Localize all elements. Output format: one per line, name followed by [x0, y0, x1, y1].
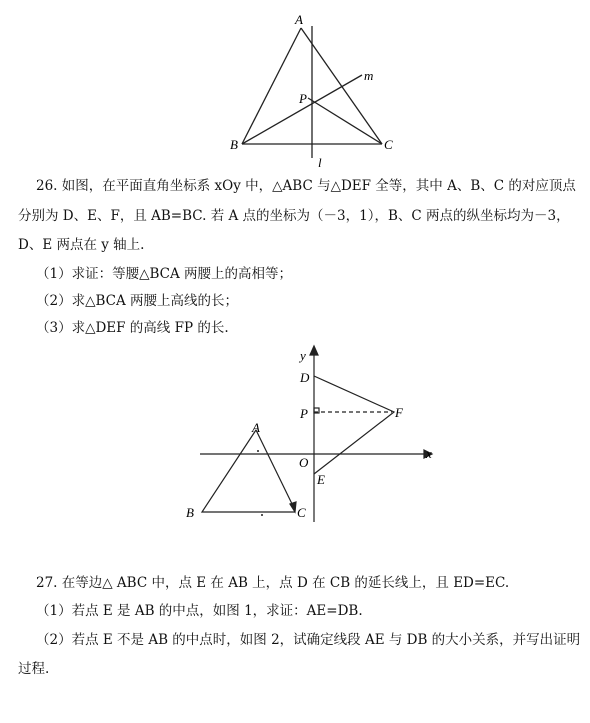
label-b: B	[186, 505, 194, 520]
label-c: C	[297, 505, 306, 520]
q26-line-2: 分别为 D、E、F，且 AB=BC. 若 A 点的坐标为（－3，1），B、C 两点的纵坐标均为－3，	[18, 208, 570, 224]
q27-part-3: 过程.	[18, 661, 50, 677]
label-a: A	[295, 12, 303, 27]
q26-part-1: （1）求证：等腰△BCA 两腰上的高相等；	[36, 266, 293, 282]
q26-line-1: 26. 如图，在平面直角坐标系 xOy 中，△ABC 与△DEF 全等，其中 A、B、C 的对应顶点	[36, 178, 576, 194]
label-l: l	[318, 155, 322, 170]
label-c: C	[384, 137, 393, 152]
label-b: B	[230, 137, 238, 152]
label-y: y	[300, 348, 306, 363]
label-x: x	[426, 446, 432, 461]
side-ac	[301, 28, 382, 144]
q27-line-1: 27. 在等边△ ABC 中，点 E 在 AB 上，点 D 在 CB 的延长线上，且 ED=EC.	[36, 575, 510, 591]
side-ab-bc	[202, 430, 295, 512]
label-f: F	[395, 405, 403, 420]
label-o: O	[299, 455, 309, 470]
label-d: D	[300, 370, 310, 385]
y-axis-arrow	[310, 346, 318, 355]
label-e: E	[317, 472, 325, 487]
q27-part-2: （2）若点 E 不是 AB 的中点时，如图 2，试确定线段 AE 与 DB 的大小关系，并写出证明	[36, 632, 581, 648]
arrow-mark	[290, 502, 296, 512]
q26-part-2: （2）求△BCA 两腰上高线的长；	[36, 293, 239, 309]
label-a: A	[252, 420, 260, 435]
figure-2-coordinate-plane	[180, 342, 440, 532]
dot-mark	[257, 450, 259, 452]
q26-part-3: （3）求△DEF 的高线 FP 的长.	[36, 320, 229, 336]
segment-pc	[308, 98, 382, 144]
side-ac	[256, 430, 294, 508]
label-p: P	[300, 406, 308, 421]
dot-mark	[261, 514, 263, 516]
figure-1-triangle	[220, 10, 400, 170]
q26-line-3: D、E 两点在 y 轴上.	[18, 237, 145, 253]
q27-part-1: （1）若点 E 是 AB 的中点，如图 1，求证：AE=DB.	[36, 603, 363, 619]
triangle-def	[314, 376, 394, 474]
label-p: P	[299, 91, 307, 106]
label-m: m	[364, 68, 374, 83]
